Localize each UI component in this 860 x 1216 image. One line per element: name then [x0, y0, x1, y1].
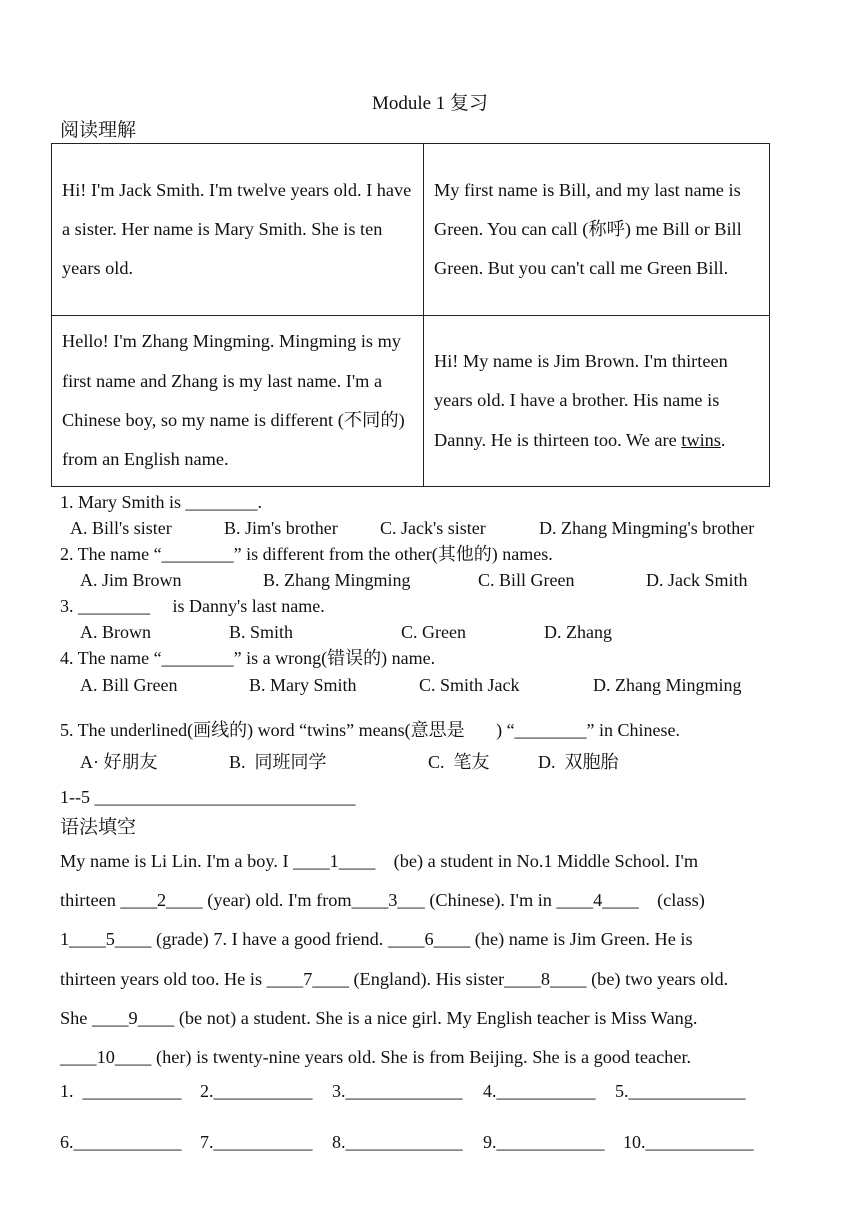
question-4-option-d: D. Zhang Mingming: [593, 675, 742, 695]
grammar-heading: 语法填空: [60, 817, 137, 838]
question-1-option-b: B. Jim's brother: [224, 518, 338, 538]
grammar-line-3: 1____5____ (grade) 7. I have a good friend. ____6____ (he) name is Jim Green. He is: [60, 929, 693, 949]
passage-jim-brown-text: Hi! My name is Jim Brown. I'm thirteen years old. I have a brother. His name is Danny. He is thirteen too. We are: [434, 351, 728, 450]
grammar-answer-2: 2.___________: [200, 1081, 313, 1101]
question-5-option-b: B. 同班同学: [229, 752, 327, 772]
question-1-stem: 1. Mary Smith is ________.: [60, 492, 263, 512]
grammar-answer-8: 8._____________: [332, 1132, 463, 1152]
passage-bill-green: My first name is Bill, and my last name is Green. You can call (称呼) me Bill or Bill Green. But you can't call me Green Bill.: [424, 144, 770, 316]
grammar-line-2: thirteen ____2____ (year) old. I'm from____3___ (Chinese). I'm in ____4____ (class): [60, 890, 705, 910]
passage-jack-smith: Hi! I'm Jack Smith. I'm twelve years old. I have a sister. Her name is Mary Smith. She is ten years old.: [52, 144, 424, 316]
question-3-option-c: C. Green: [401, 622, 466, 642]
question-2-option-b: B. Zhang Mingming: [263, 570, 411, 590]
grammar-line-5: She ____9____ (be not) a student. She is a nice girl. My English teacher is Miss Wang.: [60, 1008, 698, 1028]
question-2-option-a: A. Jim Brown: [80, 570, 182, 590]
question-3-option-a: A. Brown: [80, 622, 151, 642]
question-2-option-d: D. Jack Smith: [646, 570, 748, 590]
grammar-answer-10: 10.____________: [623, 1132, 754, 1152]
reading-answer-line: 1--5 _____________________________: [60, 787, 356, 807]
grammar-answer-6: 6.____________: [60, 1132, 182, 1152]
question-1-option-d: D. Zhang Mingming's brother: [539, 518, 755, 538]
grammar-line-1: My name is Li Lin. I'm a boy. I ____1____ (be) a student in No.1 Middle School. I'm: [60, 851, 699, 871]
question-1-option-c: C. Jack's sister: [380, 518, 486, 538]
page-title: Module 1 复习: [371, 93, 489, 114]
question-4-option-c: C. Smith Jack: [419, 675, 520, 695]
question-5-option-a: A· 好朋友: [80, 752, 158, 772]
reading-heading: 阅读理解: [60, 120, 137, 141]
passage-jim-brown: [424, 316, 770, 487]
question-2-stem: 2. The name “________” is different from the other(其他的) names.: [60, 544, 553, 564]
grammar-line-6: ____10____ (her) is twenty-nine years old. She is from Beijing. She is a good teacher.: [60, 1047, 692, 1067]
question-2-option-c: C. Bill Green: [478, 570, 575, 590]
passage-jim-brown-end: .: [720, 429, 726, 450]
grammar-answer-7: 7.___________: [200, 1132, 313, 1152]
question-3-option-b: B. Smith: [229, 622, 294, 642]
question-4-stem: 4. The name “________” is a wrong(错误的) name.: [60, 648, 436, 668]
passages-table: [51, 143, 770, 487]
question-3-stem: 3. ________ is Danny's last name.: [60, 596, 325, 616]
question-4-option-b: B. Mary Smith: [249, 675, 357, 695]
grammar-answer-4: 4.___________: [483, 1081, 596, 1101]
grammar-line-4: thirteen years old too. He is ____7____ (England). His sister____8____ (be) two years old.: [60, 969, 729, 989]
grammar-answer-3: 3._____________: [332, 1081, 463, 1101]
passage-zhang-mingming: Hello! I'm Zhang Mingming. Mingming is my first name and Zhang is my last name. I'm a Chinese boy, so my name is different (不同的) from an English name.: [52, 316, 424, 487]
question-1-option-a: A. Bill's sister: [70, 518, 172, 538]
grammar-answer-9: 9.____________: [483, 1132, 605, 1152]
question-5-stem: 5. The underlined(画线的) word “twins” means(意思是 ) “________” in Chinese.: [60, 720, 681, 740]
question-3-option-d: D. Zhang: [544, 622, 612, 642]
question-5-option-c: C. 笔友: [428, 752, 490, 772]
grammar-answer-1: 1. ___________: [60, 1081, 182, 1101]
grammar-answer-5: 5._____________: [615, 1081, 746, 1101]
underlined-word-twins: twins: [681, 429, 721, 450]
question-5-option-d: D. 双胞胎: [538, 752, 619, 772]
question-4-option-a: A. Bill Green: [80, 675, 178, 695]
